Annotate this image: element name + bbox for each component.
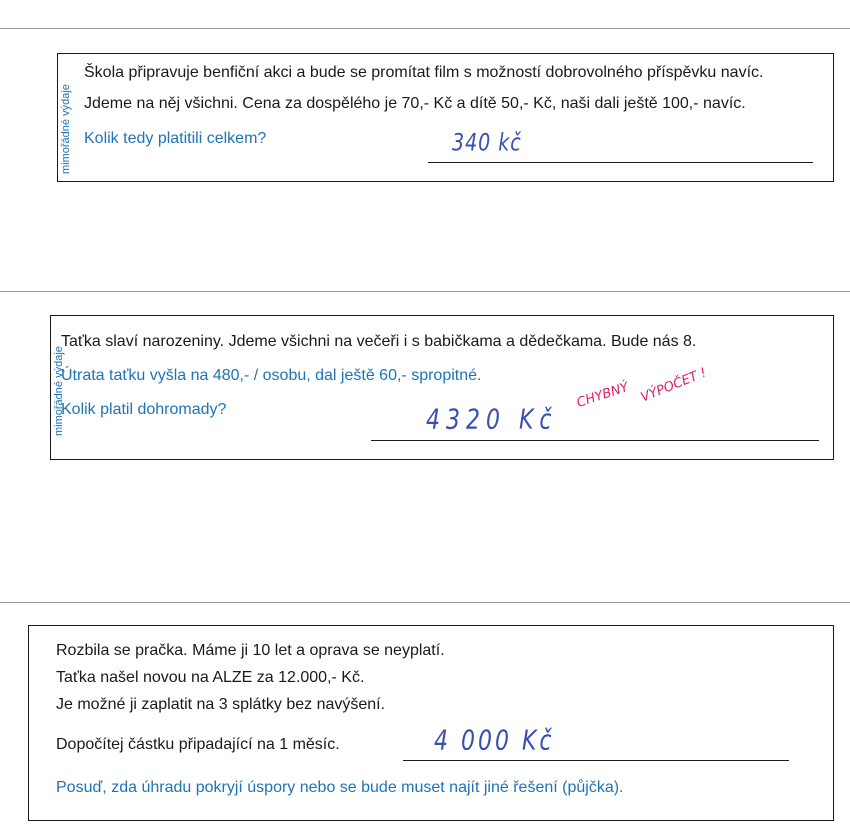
task-1-answer[interactable]: 340 kč [452,129,522,157]
task-3-line-2: Taťka našel novou na ALZE za 12.000,- Kč. [56,669,365,686]
task-3-line-1: Rozbila se pračka. Máme ji 10 let a oprava se neyplatí. [56,642,445,659]
task-2-answer-line [371,440,819,441]
cut-line [0,28,850,29]
task-3-question: Dopočítej částku připadající na 1 měsíc. [56,736,340,753]
task-3-assessment: Posuď, zda úhradu pokryjí úspory nebo se bude muset najít jiné řešení (půjčka). [56,779,624,796]
task-1-question: Kolik tedy platitili celkem? [84,130,267,147]
task-2-line-2: Útrata taťku vyšla na 480,- / osobu, dal ještě 60,- spropitné. [61,367,482,384]
task-3-answer[interactable]: 4 000 Kč [434,725,555,758]
task-3-box [28,625,834,821]
task-1-line-1: Škola připravuje benfiční akci a bude se promítat film s možností dobrovolného příspěvku navíc. [84,64,764,81]
task-2-question: Kolik platil dohromady? [61,401,227,418]
task-1-side-label: mimořádné výdaje [60,84,72,174]
task-3-answer-line [403,760,789,761]
task-2-line-1: Taťka slaví narozeniny. Jdeme všichni na večeři i s babičkama a dědečkama. Bude nás 8. [61,333,697,350]
task-3-line-3: Je možné ji zaplatit na 3 splátky bez navýšení. [56,696,386,713]
task-1-box [57,53,834,182]
correction-note-line-2: VÝPOČET ! [638,365,709,406]
correction-note-line-1: CHYBNÝ [574,380,631,411]
cut-line [0,602,850,603]
task-1-answer-line [428,162,813,163]
task-2-side-label: mimořádné výdaje [53,346,65,436]
task-1-line-2: Jdeme na něj všichni. Cena za dospělého je 70,- Kč a dítě 50,- Kč, naši dali ještě 100,- navíc. [84,95,746,112]
cut-line [0,291,850,292]
task-2-box [50,315,834,460]
task-2-answer[interactable]: 4320 Kč [426,404,558,437]
